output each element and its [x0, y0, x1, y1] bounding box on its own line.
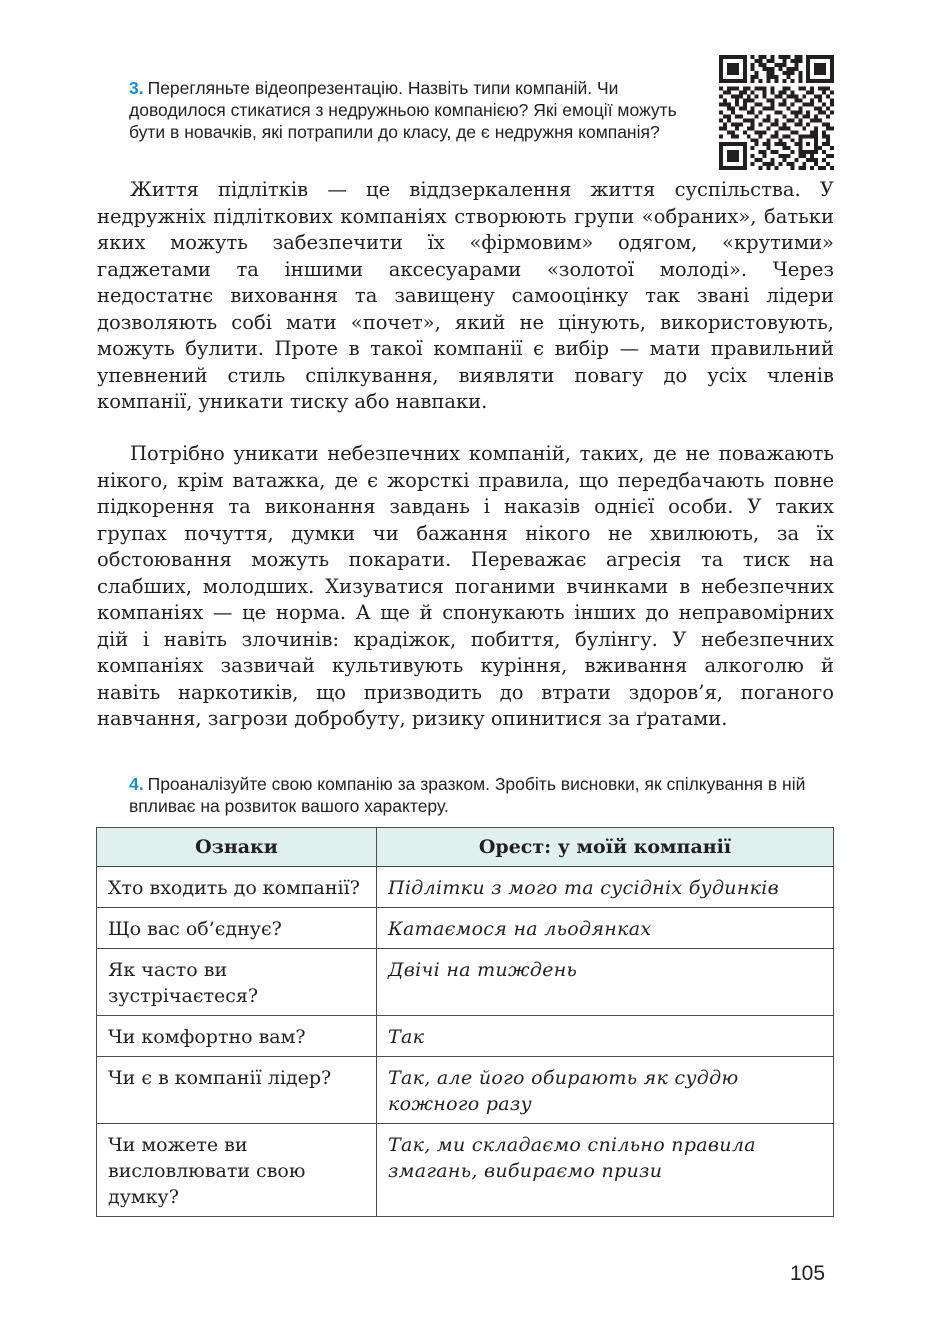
- question-cell: Як часто ви зустрічаєтеся?: [97, 949, 377, 1016]
- page-number: 105: [790, 1262, 826, 1285]
- table-row: [97, 949, 834, 1016]
- answer-cell: Так, але його обирають як суддю кожного разу: [377, 1057, 834, 1124]
- table-row: [97, 908, 834, 949]
- table-row: [97, 867, 834, 908]
- question-cell: Хто входить до компанії?: [97, 867, 377, 908]
- answer-cell: Так: [377, 1016, 834, 1057]
- answer-cell: Катаємося на льодянках: [377, 908, 834, 949]
- table-row: [97, 1124, 834, 1217]
- question-cell: Чи є в компанії лідер?: [97, 1057, 377, 1124]
- question-cell: Чи комфортно вам?: [97, 1016, 377, 1057]
- task-4-text: Проаналізуйте свою компанію за зразком. Зробіть висновки, як спілкування в ній впливає на розвиток вашого характеру.: [129, 774, 806, 816]
- table-row: [97, 1016, 834, 1057]
- task-3: [129, 77, 704, 143]
- header-cell-signs: Ознаки: [97, 828, 377, 867]
- task-4-number: 4.: [129, 774, 144, 794]
- task-4: [129, 773, 841, 817]
- body-paragraph-2: [97, 441, 834, 733]
- qr-code-icon[interactable]: [719, 55, 834, 170]
- company-analysis-table: [96, 827, 834, 1217]
- paragraph-text: Життя підлітків — це віддзеркалення життя суспільства. У недружніх підліткових компаніях створюють групи «обраних», батьки яких можуть забезпечити їх «фірмовим» одягом, «крутими» гаджетами та іншими аксесуарами «золотої молоді». Через недостатнє виховання та завищену самооцінку так звані лідери дозволяють собі мати «почет», який не цінують, використовують, можуть булити. Проте в такої компанії є вибір — мати правильний упевнений стиль спілкування, виявляти повагу до усіх членів компанії, уникати тиску або навпаки.: [97, 178, 834, 413]
- answer-cell: Підлітки з мого та сусідніх будинків: [377, 867, 834, 908]
- body-paragraph-1: [97, 177, 834, 416]
- table-row: [97, 1057, 834, 1124]
- paragraph-text: Потрібно уникати небезпечних компаній, таких, де не поважають нікого, крім ватажка, де є жорсткі правила, що передбачають повне підкорення та виконання завдань і наказів однієї особи. У таких групах почуття, думки чи бажання нікого не хвилюють, за їх обстоювання можуть покарати. Переважає агресія та тиск на слабших, молодших. Хизуватися поганими вчинками в небезпечних компаніях — це норма. А ще й спонукають інших до неправомірних дій і навіть злочинів: крадіжок, побиття, булінгу. У небезпечних компаніях зазвичай культивують куріння, вживання алкоголю й навіть наркотиків, що призводить до втрати здоров’я, поганого навчання, загрози добробуту, ризику опинитися за ґратами.: [97, 442, 834, 730]
- question-cell: Що вас об’єднує?: [97, 908, 377, 949]
- task-3-number: 3.: [129, 78, 144, 98]
- answer-cell: Так, ми складаємо спільно правила змагань, вибираємо призи: [377, 1124, 834, 1217]
- table-header-row: [97, 828, 834, 867]
- task-3-text: Перегляньте відеопрезентацію. Назвіть типи компаній. Чи доводилося стикатися з недружньою компанією? Які емоції можуть бути в новачків, які потрапили до класу, де є недружня компанія?: [129, 78, 677, 142]
- header-cell-example: Орест: у моїй компанії: [377, 828, 834, 867]
- answer-cell: Двічі на тиждень: [377, 949, 834, 1016]
- question-cell: Чи можете ви висловлювати свою думку?: [97, 1124, 377, 1217]
